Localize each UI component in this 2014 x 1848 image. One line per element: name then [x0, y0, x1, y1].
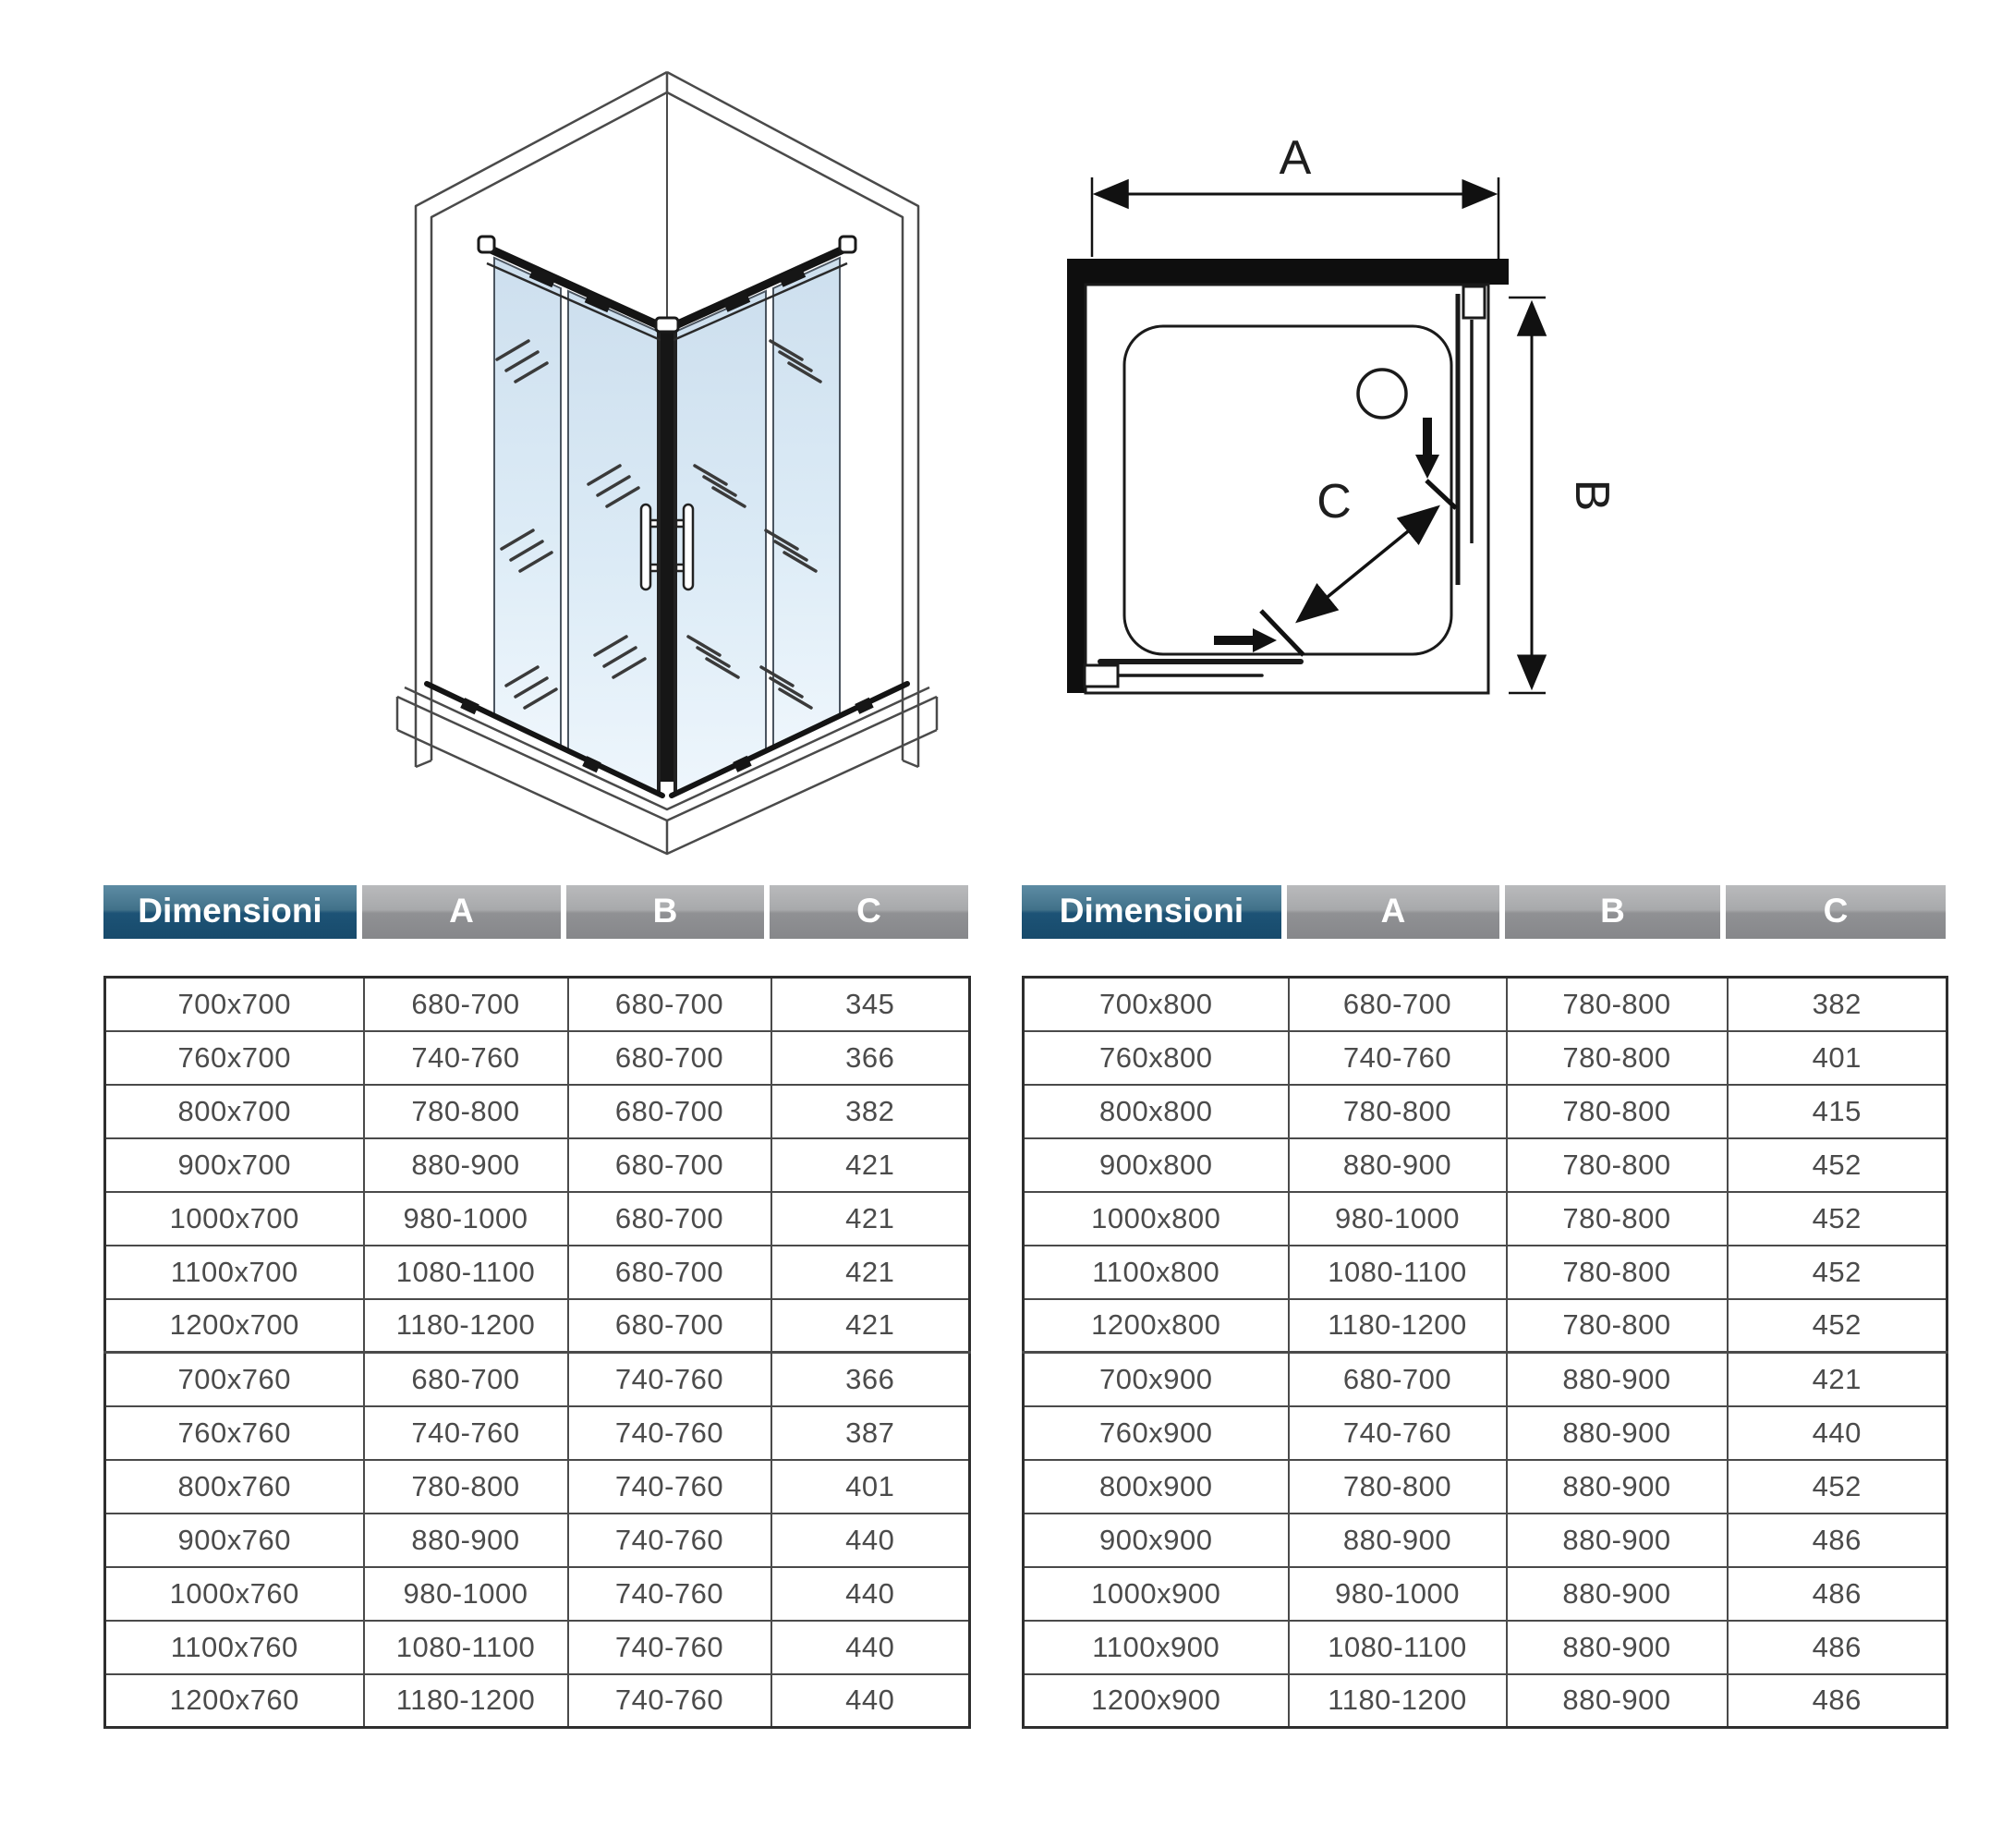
table-row [105, 1567, 970, 1621]
table-cell: 880-900 [364, 1138, 568, 1192]
table-cell: 780-800 [1507, 1031, 1728, 1085]
table-cell: 680-700 [364, 1353, 568, 1406]
dimension-a [1092, 131, 1498, 277]
table-cell: 366 [771, 1353, 970, 1406]
dim-label-a: A [1279, 131, 1312, 185]
table-row [105, 1031, 970, 1085]
table-cell: 800x700 [105, 1085, 364, 1138]
table-cell: 780-800 [1507, 1138, 1728, 1192]
table-header-row [103, 885, 968, 939]
table-cell: 680-700 [568, 1192, 771, 1246]
table-cell: 880-900 [1507, 1353, 1728, 1406]
table-row [105, 1460, 970, 1514]
table-row [105, 1353, 970, 1406]
column-header-c: C [1726, 885, 1946, 939]
table-row [105, 1299, 970, 1353]
table-row [1024, 1031, 1947, 1085]
table-row [1024, 1299, 1947, 1353]
plan-view-diagram [1042, 81, 1707, 765]
table-cell: 440 [771, 1621, 970, 1674]
table-cell: 440 [771, 1514, 970, 1567]
table-cell: 1080-1100 [364, 1621, 568, 1674]
column-header-b: B [1505, 885, 1726, 939]
table-cell: 980-1000 [364, 1192, 568, 1246]
table-cell: 1100x700 [105, 1246, 364, 1299]
table-cell: 680-700 [568, 1085, 771, 1138]
table-cell: 1100x900 [1024, 1621, 1289, 1674]
table-cell: 900x800 [1024, 1138, 1289, 1192]
table-cell: 1100x800 [1024, 1246, 1289, 1299]
table-row [1024, 1567, 1947, 1621]
table-cell: 1080-1100 [364, 1246, 568, 1299]
table-cell: 740-760 [1289, 1406, 1507, 1460]
table-cell: 740-760 [568, 1621, 771, 1674]
table-cell: 760x760 [105, 1406, 364, 1460]
dimensions-grid [103, 976, 971, 1729]
table-cell: 680-700 [568, 1246, 771, 1299]
table-cell: 740-760 [568, 1460, 771, 1514]
table-cell: 740-760 [568, 1406, 771, 1460]
column-header-a: A [362, 885, 566, 939]
table-cell: 421 [771, 1246, 970, 1299]
table-cell: 880-900 [1289, 1138, 1507, 1192]
rail-end-cap [479, 237, 494, 252]
table-row [1024, 1085, 1947, 1138]
table-cell: 740-760 [568, 1674, 771, 1728]
table-cell: 780-800 [1289, 1460, 1507, 1514]
table-cell: 440 [1728, 1406, 1947, 1460]
column-header-c: C [770, 885, 968, 939]
table-row [1024, 1192, 1947, 1246]
table-cell: 680-700 [568, 978, 771, 1031]
table-cell: 880-900 [1507, 1514, 1728, 1567]
table-cell: 880-900 [1507, 1674, 1728, 1728]
table-cell: 680-700 [1289, 1353, 1507, 1406]
handle-bar-right [684, 505, 693, 590]
table-cell: 900x700 [105, 1138, 364, 1192]
table-cell: 780-800 [1507, 1246, 1728, 1299]
table-cell: 1080-1100 [1289, 1621, 1507, 1674]
table-row [105, 1674, 970, 1728]
table-cell: 740-760 [1289, 1031, 1507, 1085]
table-cell: 1200x760 [105, 1674, 364, 1728]
table-cell: 452 [1728, 1246, 1947, 1299]
table-cell: 880-900 [1507, 1460, 1728, 1514]
table-cell: 366 [771, 1031, 970, 1085]
table-cell: 421 [1728, 1353, 1947, 1406]
table-cell: 1000x800 [1024, 1192, 1289, 1246]
table-cell: 780-800 [1507, 1192, 1728, 1246]
dimensions-grid [1022, 976, 1948, 1729]
table-cell: 900x760 [105, 1514, 364, 1567]
table-cell: 760x700 [105, 1031, 364, 1085]
table-row [1024, 1621, 1947, 1674]
table-row [1024, 1460, 1947, 1514]
table-cell: 1180-1200 [364, 1299, 568, 1353]
table-row [1024, 1246, 1947, 1299]
table-cell: 382 [1728, 978, 1947, 1031]
table-cell: 760x800 [1024, 1031, 1289, 1085]
table-cell: 486 [1728, 1567, 1947, 1621]
table-cell: 421 [771, 1192, 970, 1246]
dimensions-table-right [1022, 885, 1946, 1729]
dim-label-c: C [1316, 475, 1352, 529]
table-cell: 1180-1200 [1289, 1299, 1507, 1353]
table-row [1024, 978, 1947, 1031]
table-cell: 780-800 [1507, 978, 1728, 1031]
table-cell: 1200x800 [1024, 1299, 1289, 1353]
column-header-dimensioni: Dimensioni [1022, 885, 1287, 939]
table-cell: 800x800 [1024, 1085, 1289, 1138]
table-cell: 700x700 [105, 978, 364, 1031]
table-cell: 1080-1100 [1289, 1246, 1507, 1299]
table-cell: 980-1000 [1289, 1192, 1507, 1246]
table-cell: 740-760 [568, 1567, 771, 1621]
table-cell: 401 [771, 1460, 970, 1514]
column-header-b: B [566, 885, 770, 939]
table-cell: 440 [771, 1674, 970, 1728]
table-cell: 980-1000 [364, 1567, 568, 1621]
glass-panel-right-outer [773, 258, 840, 747]
table-cell: 452 [1728, 1460, 1947, 1514]
isometric-shower-diagram [297, 26, 996, 885]
table-cell: 415 [1728, 1085, 1947, 1138]
table-cell: 452 [1728, 1299, 1947, 1353]
table-cell: 900x900 [1024, 1514, 1289, 1567]
table-cell: 780-800 [1289, 1085, 1507, 1138]
table-cell: 680-700 [568, 1299, 771, 1353]
table-cell: 740-760 [568, 1353, 771, 1406]
table-cell: 486 [1728, 1514, 1947, 1567]
table-cell: 345 [771, 978, 970, 1031]
table-row [105, 1406, 970, 1460]
table-cell: 1000x760 [105, 1567, 364, 1621]
table-cell: 740-760 [568, 1514, 771, 1567]
table-row [1024, 1353, 1947, 1406]
table-cell: 760x900 [1024, 1406, 1289, 1460]
table-cell: 1000x700 [105, 1192, 364, 1246]
table-cell: 440 [771, 1567, 970, 1621]
table-header-row [1022, 885, 1946, 939]
table-cell: 421 [771, 1138, 970, 1192]
table-cell: 780-800 [1507, 1299, 1728, 1353]
table-cell: 680-700 [568, 1138, 771, 1192]
table-cell: 700x760 [105, 1353, 364, 1406]
table-cell: 880-900 [1507, 1406, 1728, 1460]
dimensions-table-left [103, 885, 968, 1729]
table-cell: 700x900 [1024, 1353, 1289, 1406]
table-cell: 452 [1728, 1138, 1947, 1192]
handle-bar-left [641, 505, 650, 590]
table-cell: 800x900 [1024, 1460, 1289, 1514]
table-cell: 1200x700 [105, 1299, 364, 1353]
table-cell: 387 [771, 1406, 970, 1460]
table-cell: 880-900 [364, 1514, 568, 1567]
table-cell: 700x800 [1024, 978, 1289, 1031]
table-row [105, 1621, 970, 1674]
table-row [105, 1246, 970, 1299]
table-cell: 486 [1728, 1621, 1947, 1674]
enclosure-outline [1086, 285, 1488, 693]
dimension-b [1509, 298, 1619, 693]
dim-label-b: B [1565, 479, 1619, 512]
table-cell: 452 [1728, 1192, 1947, 1246]
table-row [105, 1085, 970, 1138]
rail-end-cap [840, 237, 855, 252]
column-header-a: A [1287, 885, 1505, 939]
table-cell: 1180-1200 [1289, 1674, 1507, 1728]
table-cell: 800x760 [105, 1460, 364, 1514]
table-cell: 401 [1728, 1031, 1947, 1085]
table-row [105, 1514, 970, 1567]
table-row [105, 1138, 970, 1192]
table-cell: 421 [771, 1299, 970, 1353]
table-row [105, 978, 970, 1031]
table-cell: 740-760 [364, 1031, 568, 1085]
table-row [1024, 1514, 1947, 1567]
column-header-dimensioni: Dimensioni [103, 885, 362, 939]
table-cell: 680-700 [1289, 978, 1507, 1031]
table-cell: 1180-1200 [364, 1674, 568, 1728]
table-cell: 880-900 [1507, 1621, 1728, 1674]
table-cell: 880-900 [1507, 1567, 1728, 1621]
table-cell: 880-900 [1289, 1514, 1507, 1567]
table-row [1024, 1406, 1947, 1460]
table-row [105, 1192, 970, 1246]
table-cell: 1200x900 [1024, 1674, 1289, 1728]
table-cell: 740-760 [364, 1406, 568, 1460]
table-cell: 1100x760 [105, 1621, 364, 1674]
table-cell: 980-1000 [1289, 1567, 1507, 1621]
table-cell: 780-800 [364, 1085, 568, 1138]
table-cell: 486 [1728, 1674, 1947, 1728]
table-cell: 382 [771, 1085, 970, 1138]
table-row [1024, 1138, 1947, 1192]
table-cell: 680-700 [364, 978, 568, 1031]
table-cell: 780-800 [364, 1460, 568, 1514]
table-cell: 680-700 [568, 1031, 771, 1085]
table-cell: 1000x900 [1024, 1567, 1289, 1621]
table-row [1024, 1674, 1947, 1728]
table-cell: 780-800 [1507, 1085, 1728, 1138]
